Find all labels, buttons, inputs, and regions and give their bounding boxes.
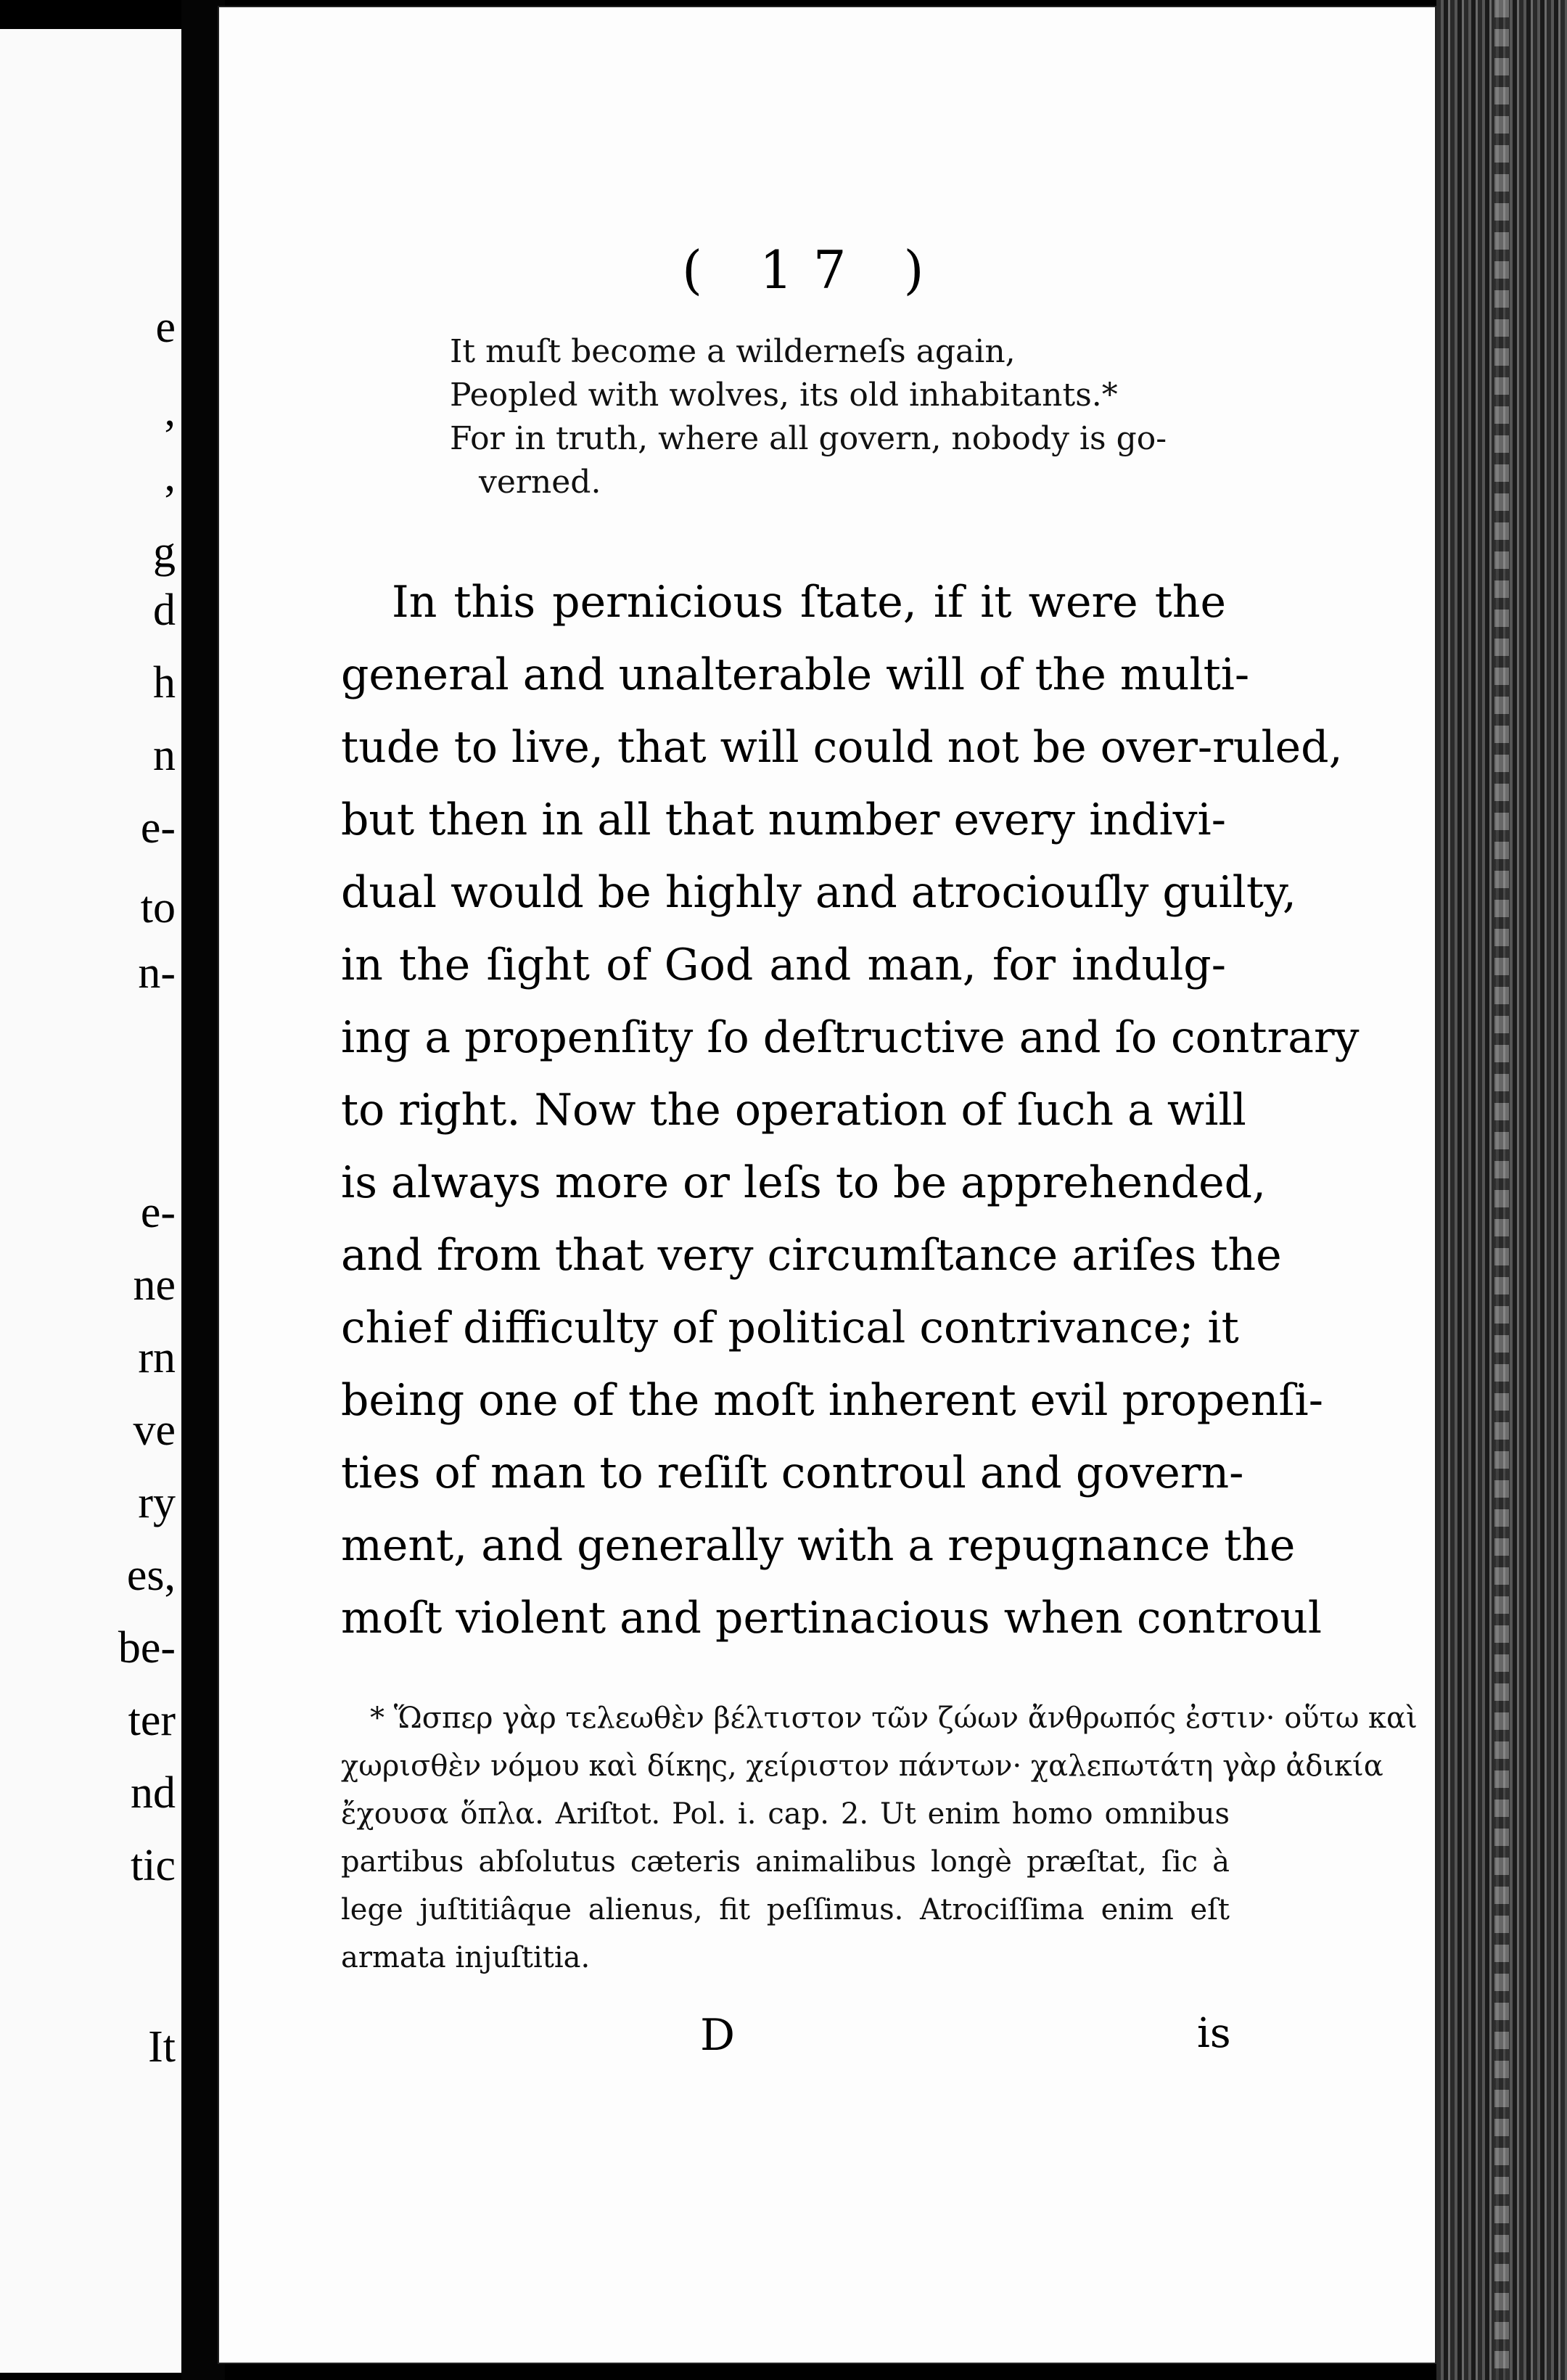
- left-page-fragment: tic: [131, 1841, 176, 1890]
- footnote-line: armata injuſtitia.: [341, 1941, 591, 1974]
- verse-line: verned.: [479, 464, 601, 501]
- body-line: and from that very circumſtance ariſes the: [341, 1230, 1282, 1281]
- left-page-fragment: nd: [131, 1768, 176, 1818]
- footnote-line: lege juſtitiâque alienus, fit peſſimus. Atrociſſima enim eſt: [341, 1893, 1230, 1926]
- left-page-fragment: g: [153, 528, 176, 577]
- verse-line: For in truth, where all govern, nobody is go-: [450, 420, 1167, 457]
- left-page-fragment: rn: [138, 1333, 176, 1382]
- catchword: is: [1197, 2010, 1231, 2057]
- footnote-line: χωρισθὲν νόμου καὶ δίκης, χείριστον πάντων· χαλεπωτάτη γὰρ ἀδικία: [341, 1749, 1383, 1783]
- left-page-fragment: e-: [140, 803, 176, 853]
- left-page-fragment: n-: [138, 948, 176, 998]
- footnote-line: * Ὥσπερ γὰρ τελεωθὲν βέλτιστον τῶν ζώων ἄνθρωπός ἐστιν· οὕτω καὶ: [370, 1702, 1418, 1735]
- body-line: tude to live, that will could not be over-ruled,: [341, 722, 1343, 773]
- body-line: moſt violent and pertinacious when controul: [341, 1593, 1323, 1644]
- page-number: ( 17 ): [682, 239, 945, 300]
- body-line: in the ſight of God and man, for indulg-: [341, 940, 1226, 990]
- left-page-fragment: h: [153, 658, 176, 707]
- left-page-fragment: be-: [118, 1623, 176, 1673]
- page-edges-highlight: [1494, 0, 1509, 2380]
- left-page-fragment: ter: [128, 1696, 176, 1745]
- left-page-fragment: d: [153, 586, 176, 635]
- body-line: ties of man to reſiſt controul and govern-: [341, 1448, 1244, 1498]
- body-line: In this pernicious ſtate, if it were the: [392, 577, 1226, 628]
- body-paragraph: [341, 566, 1360, 1654]
- left-page-fragment: ,: [164, 451, 176, 501]
- left-page-fragment: ve: [133, 1406, 176, 1455]
- left-page-fragment: n: [153, 731, 176, 780]
- left-page-fragment: ry: [138, 1478, 176, 1527]
- footnote: [341, 1694, 1418, 1982]
- left-page-fragment: e: [155, 303, 176, 352]
- left-page-fragment: e-: [140, 1188, 176, 1237]
- verse-line: It muſt become a wilderneſs again,: [450, 333, 1016, 370]
- body-line: dual would be highly and atrociouſly guilty,: [341, 867, 1296, 918]
- verse-quotation: [450, 330, 1248, 504]
- left-page-fragment: es,: [126, 1551, 176, 1600]
- verse-line: Peopled with wolves, its old inhabitants.*: [450, 377, 1118, 414]
- left-facing-page: [0, 29, 186, 2373]
- left-page-fragment: to: [140, 883, 176, 932]
- body-line: being one of the moſt inherent evil propenſi-: [341, 1375, 1324, 1426]
- body-line: ment, and generally with a repugnance the: [341, 1520, 1296, 1571]
- body-line: chief difficulty of political contrivance; it: [341, 1302, 1239, 1353]
- left-page-fragment: ne: [133, 1260, 176, 1310]
- left-page-fragment: It: [148, 2022, 176, 2072]
- footnote-line: partibus abſolutus cæteris animalibus longè præſtat, ſic à: [341, 1845, 1230, 1879]
- body-line: ing a propenſity ſo deſtructive and ſo contrary: [341, 1012, 1360, 1063]
- signature-mark: D: [700, 2010, 736, 2061]
- body-line: to right. Now the operation of ſuch a will: [341, 1085, 1246, 1136]
- left-page-fragment: ,: [164, 386, 176, 435]
- footnote-line: ἔχουσα ὅπλα. Ariſtot. Pol. i. cap. 2. Ut enim homo omnibus: [341, 1797, 1230, 1831]
- body-line: is always more or leſs to be apprehended,: [341, 1157, 1267, 1208]
- body-line: but then in all that number every indivi-: [341, 795, 1226, 845]
- body-line: general and unalterable will of the multi-: [341, 649, 1250, 700]
